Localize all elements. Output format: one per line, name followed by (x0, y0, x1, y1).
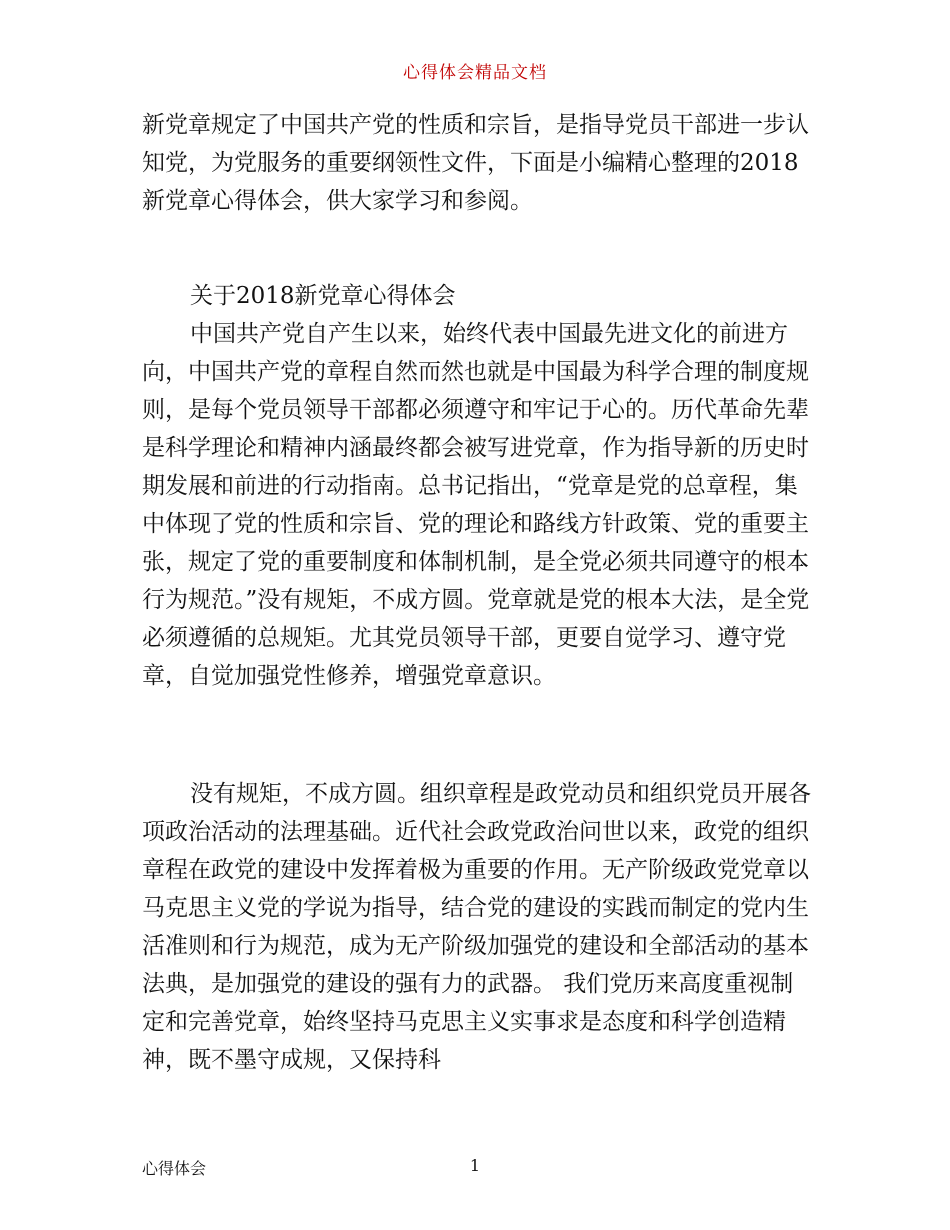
article-title: 关于2018新党章心得体会 (190, 283, 456, 309)
body-paragraph-2: 没有规矩，不成方圆。组织章程是政党动员和组织党员开展各项政治活动的法理基础。近代社会政党政治问世以来，政党的组织章程在政党的建设中发挥着极为重要的作用。无产阶级政党党章以马克思主义党的学说为指导，结合党的建设的实践而制定的党内生活准则和行为规范，成为无产阶级加强党的建设和全部活动的基本法典，是加强党的建设的强有力的武器。 我们党历来高度重视制定和完善党章，始终坚持马克思主义实事求是态度和科学创造精神，既不墨守成规，又保持科 (142, 781, 811, 1073)
document-header: 心得体会精品文档 (403, 63, 547, 83)
page-number: 1 (469, 1156, 481, 1175)
footer-label: 心得体会 (142, 1159, 207, 1178)
body-paragraph-1: 中国共产党自产生以来，始终代表中国最先进文化的前进方向，中国共产党的章程自然而然也就是中国最为科学合理的制度规则，是每个党员领导干部都必须遵守和牢记于心的。历代革命先辈是科学理论和精神内涵最终都会被写进党章，作为指导新的历史时期发展和前进的行动指南。总书记指出，“党章是党的总章程，集中体现了党的性质和宗旨、党的理论和路线方针政策、党的重要主张，规定了党的重要制度和体制机制，是全党必须共同遵守的根本行为规范。”没有规矩，不成方圆。党章就是党的根本大法，是全党必须遵循的总规矩。尤其党员领导干部，更要自觉学习、遵守党章，自觉加强党性修养，增强党章意识。 (142, 321, 810, 689)
intro-paragraph: 新党章规定了中国共产党的性质和宗旨，是指导党员干部进一步认知党，为党服务的重要纲领性文件，下面是小编精心整理的2018新党章心得体会，供大家学习和参阅。 (142, 112, 809, 214)
